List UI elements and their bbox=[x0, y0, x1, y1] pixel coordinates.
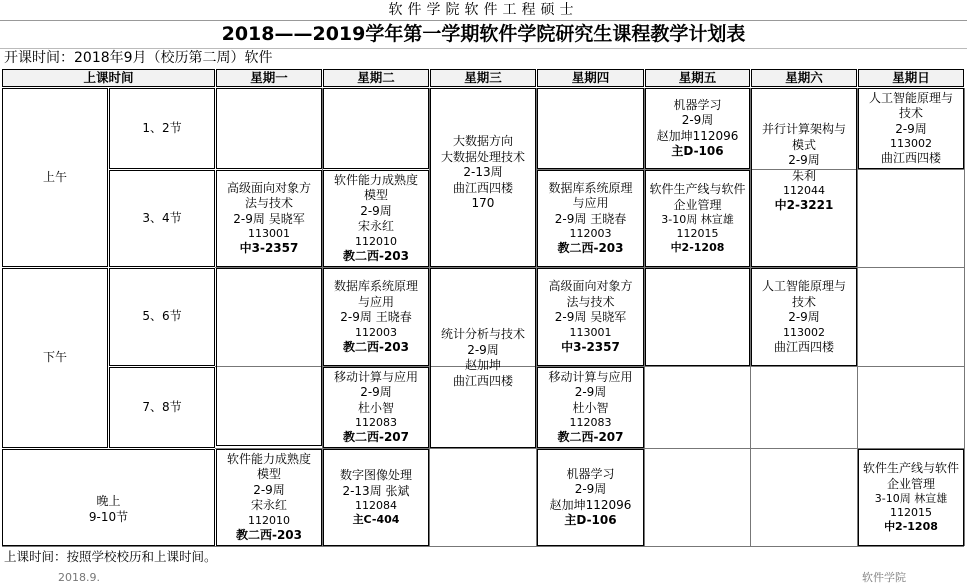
course-line: 杜小智 bbox=[357, 400, 394, 415]
period-12-label: 1、2节 bbox=[142, 120, 182, 135]
course-line: 软件能力成熟度 bbox=[226, 451, 311, 466]
course-line: 曲江西四楼 bbox=[773, 339, 834, 354]
course-sun-12-text bbox=[858, 88, 964, 169]
course-line: 2-9周 王晓春 bbox=[340, 310, 412, 324]
course-room: 中2-1208 bbox=[670, 241, 725, 254]
course-line: 112084 bbox=[354, 499, 397, 512]
course-room: 教二西-207 bbox=[557, 430, 624, 444]
grid-line bbox=[2, 546, 964, 547]
course-tue-78-text bbox=[323, 367, 429, 448]
course-room: 教二西-203 bbox=[342, 339, 409, 354]
course-line: 软件能力成熟度 bbox=[333, 172, 418, 187]
course-line: 企业管理 bbox=[673, 197, 722, 212]
header-wed: 星期三 bbox=[430, 69, 536, 87]
footer-date: 2018.9. bbox=[58, 571, 100, 584]
course-line: 技术 bbox=[791, 294, 816, 309]
course-room: 教二西-207 bbox=[342, 430, 409, 444]
course-line: 112044 bbox=[782, 184, 825, 197]
header-time: 上课时间 bbox=[2, 69, 215, 87]
course-line: 移动计算与应用 bbox=[548, 369, 633, 384]
course-room: 教二西-203 bbox=[557, 241, 624, 255]
morning-label: 上午 bbox=[42, 169, 67, 184]
slot-empty bbox=[216, 268, 322, 446]
course-line: 宋永红 bbox=[357, 219, 394, 234]
course-line: 112003 bbox=[569, 227, 612, 240]
course-line: 113001 bbox=[247, 227, 290, 240]
course-line: 杜小智 bbox=[572, 400, 609, 415]
course-line: 大数据方向 bbox=[452, 134, 513, 148]
course-line: 112010 bbox=[354, 234, 397, 248]
course-line: 朱利 bbox=[791, 168, 816, 183]
course-line: 2-13周 张斌 bbox=[342, 483, 410, 498]
course-line: 人工智能原理与 bbox=[868, 90, 953, 105]
course-tue-ev-text bbox=[323, 449, 429, 546]
header-sun: 星期日 bbox=[858, 69, 964, 87]
course-wed-am-text bbox=[430, 88, 536, 267]
course-wed-pm-text bbox=[430, 268, 536, 448]
course-line: 3-10周 林宣雄 bbox=[874, 492, 948, 505]
course-thu-ev-text bbox=[537, 449, 644, 546]
course-line: 2-9周 bbox=[253, 482, 285, 497]
course-line: 170 bbox=[471, 196, 495, 210]
course-line: 112015 bbox=[889, 506, 932, 519]
course-line: 2-9周 吴晓军 bbox=[233, 211, 305, 226]
slot-empty bbox=[323, 88, 429, 169]
course-line: 赵加坤112096 bbox=[549, 497, 632, 512]
course-line: 2-9周 王晓春 bbox=[554, 211, 627, 226]
course-line: 112083 bbox=[569, 416, 612, 429]
course-line: 模式 bbox=[791, 137, 816, 152]
course-line: 2-9周 bbox=[895, 121, 927, 136]
slot-empty bbox=[645, 268, 750, 366]
course-line: 2-13周 bbox=[463, 165, 503, 179]
course-line: 112015 bbox=[676, 227, 719, 240]
course-line: 113002 bbox=[782, 325, 825, 339]
course-line: 人工智能原理与 bbox=[761, 279, 846, 293]
course-room: 中3-2357 bbox=[239, 241, 299, 255]
course-thu-34-text bbox=[537, 170, 644, 267]
course-room: 主D-106 bbox=[564, 513, 617, 527]
course-mon-ev-text bbox=[216, 449, 322, 546]
course-sat-am-text bbox=[751, 88, 857, 267]
period-34-label: 3、4节 bbox=[142, 210, 182, 225]
course-line: 数据库系统原理 bbox=[333, 279, 418, 293]
evening-label bbox=[2, 449, 215, 546]
course-line: 2-9周 bbox=[788, 310, 820, 324]
course-line: 企业管理 bbox=[886, 476, 935, 491]
course-line: 2-9周 吴晓军 bbox=[554, 310, 627, 324]
course-line: 曲江西四楼 bbox=[452, 373, 513, 388]
course-line: 曲江西四楼 bbox=[880, 151, 941, 165]
course-line: 移动计算与应用 bbox=[333, 369, 418, 384]
start-info: 开课时间：2018年9月（校历第二周）软件 bbox=[4, 50, 273, 66]
course-line: 曲江西四楼 bbox=[452, 180, 513, 195]
course-line: 赵加坤 bbox=[464, 358, 501, 372]
slot-empty bbox=[216, 88, 322, 169]
course-sat-56-text bbox=[751, 268, 857, 366]
course-line: 软件生产线与软件 bbox=[862, 461, 959, 475]
course-room: 教二西-203 bbox=[342, 248, 409, 263]
course-room: 主D-106 bbox=[671, 144, 724, 158]
header-thu: 星期四 bbox=[537, 69, 644, 87]
course-line: 赵加坤112096 bbox=[656, 128, 739, 143]
course-line: 2-9周 bbox=[681, 113, 714, 127]
course-tue-56-text bbox=[323, 268, 429, 366]
course-line: 机器学习 bbox=[566, 466, 615, 481]
page-title: 2018——2019学年第一学期软件学院研究生课程教学计划表 bbox=[221, 23, 746, 45]
course-thu-78-text bbox=[537, 367, 644, 448]
course-line: 大数据处理技术 bbox=[440, 149, 525, 164]
course-line: 数字图像处理 bbox=[339, 468, 412, 482]
course-line: 2-9周 bbox=[467, 342, 499, 357]
course-line: 113002 bbox=[889, 137, 932, 150]
course-line: 112010 bbox=[247, 513, 290, 527]
course-line: 3-10周 林宣雄 bbox=[661, 213, 734, 226]
course-line: 2-9周 bbox=[574, 385, 607, 399]
footer-org: 软件学院 bbox=[862, 571, 906, 584]
course-line: 2-9周 bbox=[788, 153, 820, 167]
header-mon: 星期一 bbox=[216, 69, 322, 87]
course-thu-56-text bbox=[537, 268, 644, 366]
course-line: 机器学习 bbox=[673, 97, 722, 112]
header-sat: 星期六 bbox=[751, 69, 857, 87]
period-56-label: 5、6节 bbox=[142, 309, 182, 324]
course-room: 教二西-203 bbox=[235, 527, 302, 542]
course-line: 与应用 bbox=[357, 294, 394, 309]
course-line: 2-9周 bbox=[360, 203, 392, 218]
course-line: 法与技术 bbox=[566, 294, 615, 309]
course-tue-34-text bbox=[323, 170, 429, 267]
course-line: 软件生产线与软件 bbox=[649, 182, 746, 196]
course-line: 113001 bbox=[569, 325, 612, 339]
course-fri-12-text bbox=[645, 88, 750, 169]
course-line: 与应用 bbox=[572, 196, 609, 210]
course-line: 宋永红 bbox=[250, 498, 287, 513]
course-mon-34-text bbox=[216, 170, 322, 267]
org-line: 软件学院软件工程硕士 bbox=[0, 0, 967, 21]
afternoon-label: 下午 bbox=[42, 350, 67, 365]
footer-note: 上课时间：按照学校校历和上课时间。 bbox=[4, 549, 217, 564]
course-line: 112083 bbox=[354, 416, 397, 429]
course-room: 中2-3221 bbox=[774, 198, 834, 212]
course-fri-34-text bbox=[645, 170, 750, 267]
course-line: 并行计算架构与 bbox=[761, 122, 846, 136]
course-line: 统计分析与技术 bbox=[440, 327, 525, 341]
course-line: 高级面向对象方 bbox=[548, 279, 633, 293]
course-line: 数据库系统原理 bbox=[548, 180, 633, 195]
header-tue: 星期二 bbox=[323, 69, 429, 87]
course-room: 主C-404 bbox=[352, 513, 400, 526]
slot-empty bbox=[537, 88, 644, 169]
course-line: 法与技术 bbox=[244, 196, 293, 210]
period-78-label: 7、8节 bbox=[142, 399, 182, 414]
course-line: 模型 bbox=[363, 188, 388, 203]
course-line: 2-9周 bbox=[574, 482, 607, 496]
course-line: 112003 bbox=[354, 325, 397, 339]
evening-label-2: 9-10节 bbox=[88, 509, 129, 524]
course-line: 技术 bbox=[898, 106, 923, 120]
course-room: 中3-2357 bbox=[561, 339, 620, 354]
course-line: 2-9周 bbox=[360, 385, 392, 399]
course-sun-ev-text bbox=[858, 449, 964, 546]
course-room: 中2-1208 bbox=[884, 520, 938, 533]
course-line: 模型 bbox=[256, 467, 281, 482]
course-line: 高级面向对象方 bbox=[226, 180, 311, 195]
evening-label-1: 晚上 bbox=[96, 494, 121, 508]
grid-line bbox=[964, 88, 965, 546]
header-fri: 星期五 bbox=[645, 69, 750, 87]
